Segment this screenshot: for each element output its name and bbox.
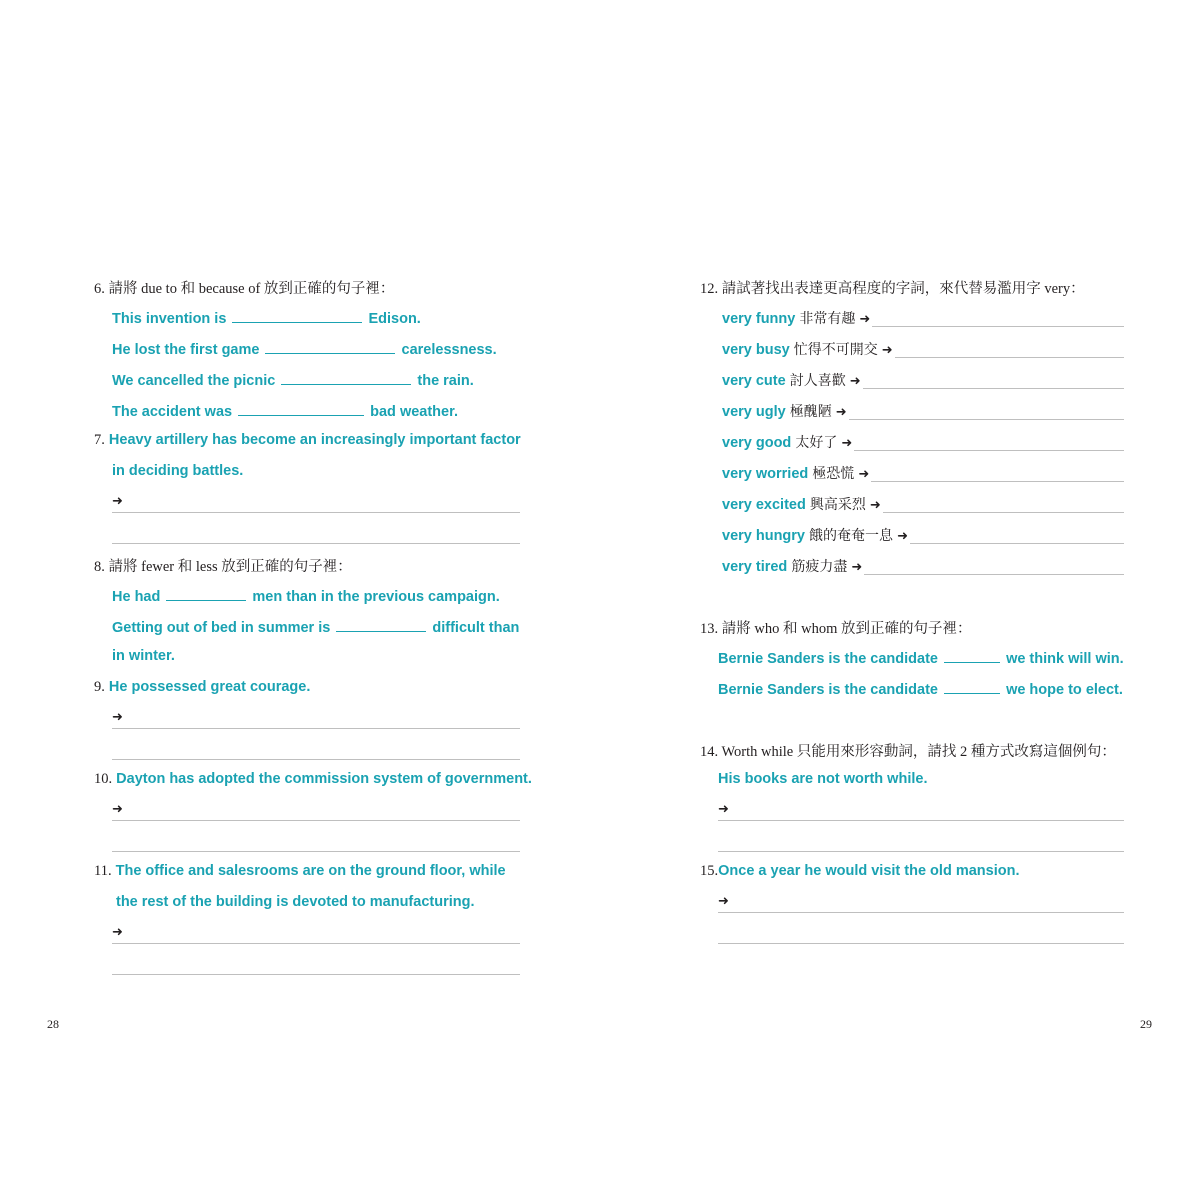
q15-answer-line-2[interactable] (718, 943, 1124, 944)
q11-arrow-icon: ➜ (112, 925, 123, 940)
q12-item (722, 339, 893, 359)
q12-item-en: very funny (722, 311, 796, 327)
q6-instruction (94, 277, 394, 298)
arrow-icon: ➜ (849, 374, 861, 389)
q9-answer-line-1[interactable] (112, 728, 520, 729)
q12-item-zh: 討人喜歡 (789, 373, 846, 389)
q12-item-zh: 極恐慌 (812, 466, 855, 482)
q9-arrow-icon: ➜ (112, 710, 123, 725)
q14-answer-line-2[interactable] (718, 851, 1124, 852)
sentence-text: Edison. (368, 311, 421, 327)
q12-item (722, 494, 881, 514)
q10-answer-line-1[interactable] (112, 820, 520, 821)
q13-instruction (700, 617, 971, 638)
q12-answer-line[interactable] (854, 450, 1124, 451)
q12-answer-line[interactable] (910, 543, 1124, 544)
q12-item-en: very worried (722, 466, 809, 482)
arrow-icon: ➜ (851, 560, 863, 575)
q6-sentence-3 (112, 370, 474, 389)
answer-blank[interactable] (232, 308, 362, 323)
q8-sentence-2-cont: in winter. (112, 648, 175, 664)
q12-number: 12. (700, 281, 719, 297)
sentence-text: difficult than (432, 620, 520, 636)
sentence-text: We cancelled the picnic (112, 373, 276, 389)
sentence-text: This invention is (112, 311, 227, 327)
q11-line-2: the rest of the building is devoted to manufacturing. (116, 894, 475, 910)
q14-answer-line-1[interactable] (718, 820, 1124, 821)
q6-number: 6. (94, 281, 105, 297)
arrow-icon: ➜ (869, 498, 881, 513)
q12-item-zh: 筋疲力盡 (791, 559, 848, 575)
q11-line-1 (94, 863, 506, 880)
q13-sentence-2 (718, 679, 1123, 698)
q12-item-zh: 興高采烈 (809, 497, 866, 513)
q12-answer-line[interactable] (871, 481, 1124, 482)
q14-arrow-icon: ➜ (718, 802, 729, 817)
sentence-text: Bernie Sanders is the candidate (718, 651, 938, 667)
q12-instruction-text: 請試著找出表達更高程度的字詞，來代替易濫用字 very： (721, 281, 1085, 297)
arrow-icon: ➜ (841, 436, 853, 451)
sentence-text: we hope to elect. (1006, 682, 1123, 698)
q14-sentence: His books are not worth while. (718, 771, 928, 787)
q11-number: 11. (94, 863, 112, 879)
q12-item-en: very ugly (722, 404, 786, 420)
q8-sentence-1 (112, 586, 500, 605)
q7-number: 7. (94, 432, 105, 448)
q7-arrow-icon: ➜ (112, 494, 123, 509)
q11-answer-line-1[interactable] (112, 943, 520, 944)
q7-answer-line-2[interactable] (112, 543, 520, 544)
q15-number: 15. (700, 863, 719, 879)
q10-arrow-icon: ➜ (112, 802, 123, 817)
q15-text (700, 863, 1019, 880)
q6-instruction-text: 請將 due to 和 because of 放到正確的句子裡： (108, 281, 395, 297)
q12-answer-line[interactable] (895, 357, 1124, 358)
q12-answer-line[interactable] (863, 388, 1124, 389)
q12-item (722, 525, 908, 545)
q12-item (722, 370, 861, 390)
q10-number: 10. (94, 771, 113, 787)
q6-sentence-1 (112, 308, 421, 327)
q10-text (94, 771, 532, 788)
sentence-text: Getting out of bed in summer is (112, 620, 331, 636)
q9-number: 9. (94, 679, 105, 695)
answer-blank[interactable] (944, 648, 1000, 663)
q14-number: 14. (700, 744, 719, 760)
q12-item-en: very excited (722, 497, 806, 513)
q8-sentence-2 (112, 617, 519, 636)
sentence-text: bad weather. (370, 404, 458, 420)
answer-blank[interactable] (166, 586, 246, 601)
q14-instruction-text: Worth while 只能用來形容動詞，請找 2 種方式改寫這個例句： (721, 744, 1116, 760)
arrow-icon: ➜ (897, 529, 908, 544)
q7-text: Heavy artillery has become an increasingly important factor (108, 432, 521, 448)
q9-sentence: He possessed great courage. (108, 679, 311, 695)
q12-item (722, 463, 869, 483)
q11-text: The office and salesrooms are on the ground floor, while (115, 863, 506, 879)
q12-item-zh: 忙得不可開交 (793, 342, 878, 358)
q8-number: 8. (94, 559, 105, 575)
page-number: 29 (1140, 1017, 1152, 1031)
q7-answer-line-1[interactable] (112, 512, 520, 513)
q12-item-en: very busy (722, 342, 790, 358)
q12-item-zh: 餓的奄奄一息 (809, 528, 894, 544)
q7-line-2: in deciding battles. (112, 463, 244, 479)
arrow-icon: ➜ (881, 343, 893, 358)
sentence-text: men than in the previous campaign. (252, 589, 500, 605)
q12-item (722, 308, 870, 328)
q15-arrow-icon: ➜ (718, 894, 729, 909)
q6-sentence-4 (112, 401, 458, 420)
answer-blank[interactable] (944, 679, 1000, 694)
q6-sentence-2 (112, 339, 497, 358)
answer-blank[interactable] (265, 339, 395, 354)
q7-line-1 (94, 432, 521, 449)
answer-blank[interactable] (336, 617, 426, 632)
q9-text (94, 679, 310, 696)
sentence-text: the rain. (417, 373, 474, 389)
right-page (600, 0, 1200, 1200)
q8-instruction-text: 請將 fewer 和 less 放到正確的句子裡： (108, 559, 352, 575)
q10-sentence: Dayton has adopted the commission system of government. (116, 771, 532, 787)
sentence-text: carelessness. (401, 342, 497, 358)
q13-number: 13. (700, 621, 719, 637)
q15-sentence: Once a year he would visit the old mansion. (718, 863, 1020, 879)
q12-item-en: very cute (722, 373, 786, 389)
q12-answer-line[interactable] (872, 326, 1124, 327)
q12-answer-line[interactable] (849, 419, 1124, 420)
q15-answer-line-1[interactable] (718, 912, 1124, 913)
answer-blank[interactable] (238, 401, 364, 416)
q12-answer-line[interactable] (864, 574, 1124, 575)
q9-answer-line-2[interactable] (112, 759, 520, 760)
q12-item (722, 401, 847, 421)
sentence-text: The accident was (112, 404, 233, 420)
q14-instruction (700, 740, 1116, 761)
q12-instruction (700, 277, 1085, 298)
answer-blank[interactable] (281, 370, 411, 385)
q12-item-zh: 太好了 (795, 435, 838, 451)
arrow-icon: ➜ (835, 405, 847, 420)
q12-answer-line[interactable] (883, 512, 1124, 513)
q12-item-en: very good (722, 435, 792, 451)
sentence-text: He lost the first game (112, 342, 260, 358)
sentence-text: He had (112, 589, 161, 605)
q10-answer-line-2[interactable] (112, 851, 520, 852)
arrow-icon: ➜ (858, 467, 870, 482)
q12-item-zh: 極醜陋 (789, 404, 832, 420)
sentence-text: we think will win. (1006, 651, 1124, 667)
page-number: 28 (47, 1017, 59, 1031)
sentence-text: Bernie Sanders is the candidate (718, 682, 938, 698)
q12-item-zh: 非常有趣 (799, 311, 856, 327)
arrow-icon: ➜ (859, 312, 871, 327)
q11-answer-line-2[interactable] (112, 974, 520, 975)
q8-instruction (94, 555, 352, 576)
q13-instruction-text: 請將 who 和 whom 放到正確的句子裡： (721, 621, 972, 637)
q12-item-en: very hungry (722, 528, 805, 544)
q13-sentence-1 (718, 648, 1124, 667)
q12-item (722, 556, 862, 576)
q12-item (722, 432, 852, 452)
q12-item-en: very tired (722, 559, 788, 575)
